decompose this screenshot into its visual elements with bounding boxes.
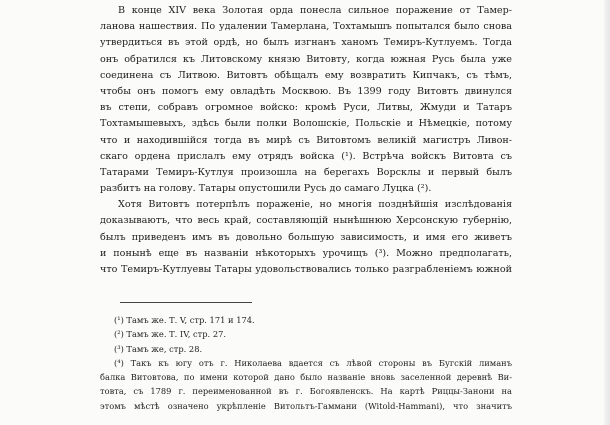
text-line: чтобы онъ помогъ ему овладѣть Москвою. Въ 1399 году Витовтъ двинулся	[100, 85, 512, 97]
footnote: (²) Тамъ же. Т. IV, стр. 27.	[114, 329, 227, 340]
text-line: скаго ордена прислалъ ему отрядъ войска (¹). Встрѣча войскъ Витовта съ	[100, 150, 512, 162]
text-line: былъ приведенъ имъ въ довольно большую зависимость, и имя его живетъ	[100, 231, 512, 243]
text-line: и понынѣ еще въ названіи нѣкоторыхъ урочищъ (³). Можно предполагать,	[100, 247, 512, 259]
footnote-continuation: балка Витовтова, по имени которой дано было названіе вновь заселенной деревнѣ Ви-	[100, 372, 512, 383]
footnotes	[100, 313, 512, 413]
text-line: Хотя Витовтъ потерпѣлъ пораженіе, но многія позднѣйшія изслѣдованія	[118, 199, 512, 211]
page-edge	[604, 0, 610, 425]
text-line: что и находившійся тогда въ мирѣ съ Витовтомъ великій магистръ Ливон-	[100, 134, 512, 146]
footnote-continuation: товта, съ 1789 г. переименованной въ г. Богоявленскъ. На картѣ Риццы-Занони на	[100, 386, 512, 397]
text-line: доказываютъ, что весь край, составляющій нынѣшнюю Херсонскую губернію,	[100, 215, 512, 227]
text-line: разбитъ на голову. Татары опустошили Русь до самаго Луцка (²).	[100, 183, 432, 195]
text-line: онъ обратился къ Литовскому князю Витовту, когда южная Русь была уже	[100, 53, 512, 65]
text-line: соединена съ Литвою. Витовтъ обѣщалъ ему возвратить Кипчакъ, съ тѣмъ,	[100, 69, 512, 81]
footnote-continuation: этомъ мѣстѣ означено укрѣпленіе Витольтъ-Гаммани (Witold-Hammani), что значитъ	[100, 400, 512, 411]
text-line: въ степи, собравъ огромное войско: кромѣ Руси, Литвы, Жмуди и Татаръ	[100, 102, 512, 114]
text-line: утвердиться въ этой ордѣ, но былъ изгнанъ ханомъ Темиръ-Кутлуемъ. Тогда	[100, 37, 512, 49]
text-line: Татарами Темиръ-Кутлуя произошла на берегахъ Ворсклы и первый былъ	[100, 166, 512, 178]
footnote-divider	[120, 302, 252, 303]
footnote: (⁴) Такъ къ югу отъ г. Николаева вдается съ лѣвой стороны въ Бугскій лиманъ	[114, 357, 512, 368]
text-line: ланова нашествия. По удалении Тамерлана, Тохтамышъ попытался было снова	[100, 21, 512, 33]
text-line: Тохтамышевыхъ, здѣсь были полки Волошскіе, Польскіе и Нѣмецкіе, потому	[100, 118, 512, 130]
footnote: (³) Тамъ же, стр. 28.	[114, 343, 203, 354]
text-line: В конце XIV века Золотая орда понесла сильное поражение от Тамер-	[118, 5, 512, 16]
text-line: что Темиръ-Кутлуевы Татары удовольствовались только разграбленіемъ южной	[100, 264, 512, 275]
main-text	[100, 3, 512, 278]
footnote: (¹) Тамъ же. Т. V, стр. 171 и 174.	[114, 315, 255, 325]
